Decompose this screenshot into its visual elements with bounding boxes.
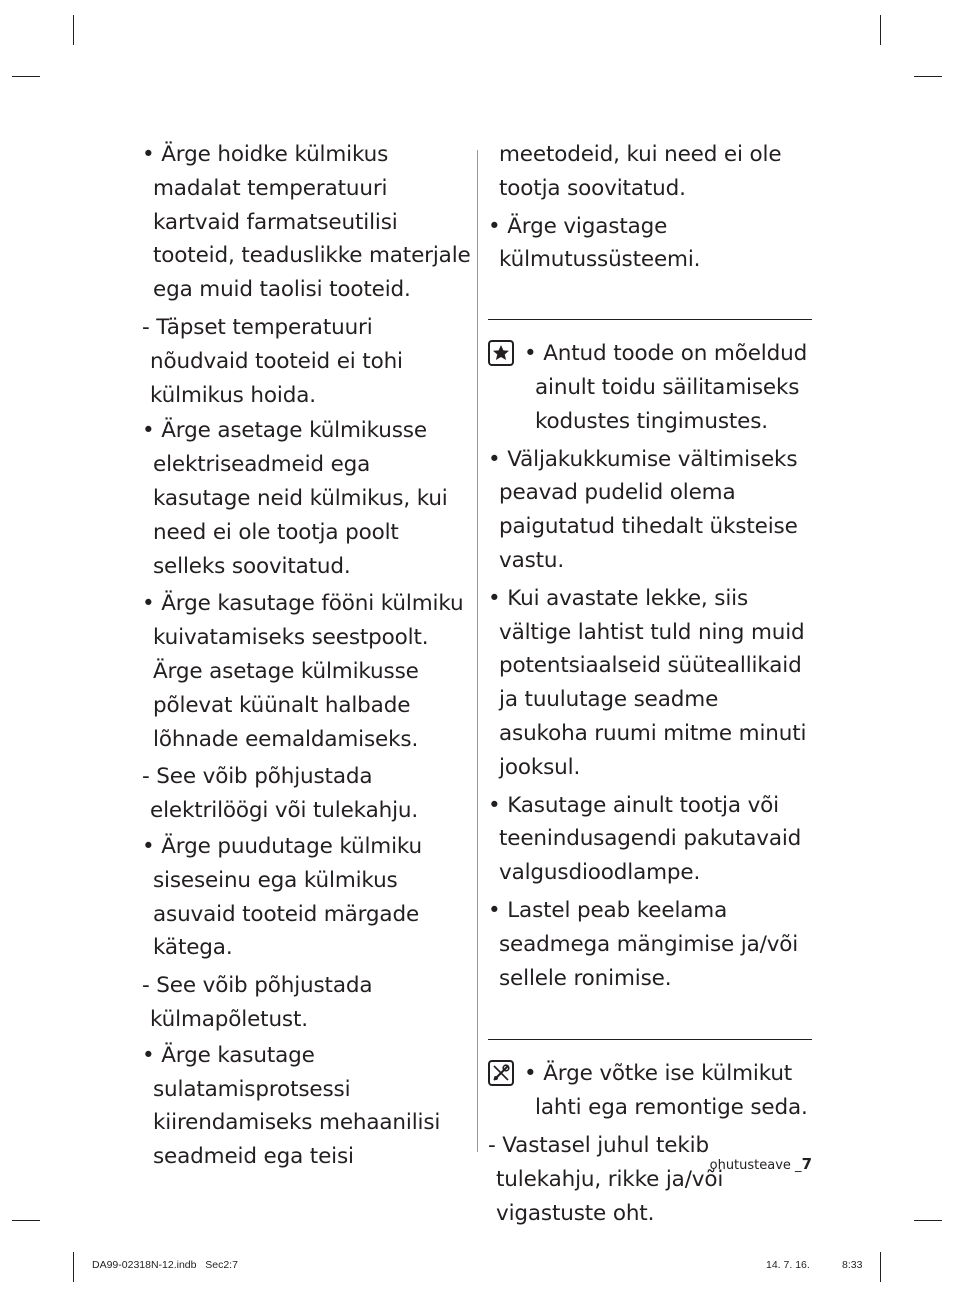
star-icon: [488, 340, 514, 366]
footer-section-label: ohutusteave _: [709, 1158, 802, 1173]
star-section: [488, 337, 812, 442]
bullet-item: • Ärge asetage külmikusse elektriseadmeid ega kasutage neid külmikus, kui need ei ole tootja poolt selleks soovitatud.: [142, 418, 448, 579]
bullet-item: • Antud toode on mõeldud ainult toidu säilitamiseks kodustes tingimustes.: [524, 341, 808, 434]
slug-file: DA99-02318N-12.indb Sec2:7: [92, 1259, 238, 1271]
page-footer: [710, 1155, 812, 1173]
crop-mark-top-right: [880, 15, 881, 45]
bullet-item: • Ärge võtke ise külmikut lahti ega remontige seda.: [524, 1061, 808, 1121]
dash-item: - See võib põhjustada külmapõletust.: [142, 973, 373, 1032]
crop-mark-bottom-right-h: [914, 1220, 942, 1221]
bullet-item: • Ärge hoidke külmikus madalat temperatuuri kartvaid farmatseutilisi tooteid, teaduslikke materjale ega muid taolisi tooteid.: [142, 142, 471, 303]
bullet-item: • Ärge vigastage külmutussüsteemi.: [488, 213, 701, 273]
column-divider: [477, 150, 478, 1152]
crop-mark-top-left: [73, 15, 74, 45]
crop-mark-bottom-left-h: [12, 1220, 40, 1221]
crop-mark-bottom-right: [880, 1252, 881, 1282]
slug-time: 8:33: [842, 1259, 863, 1271]
bullet-item: • Ärge puudutage külmiku siseseinu ega külmikus asuvaid tooteid märgade kätega.: [142, 833, 423, 961]
dash-item: - Vastasel juhul tekib tulekahju, rikke ja/või vigastuste oht.: [488, 1132, 724, 1226]
no-disassembly-icon: [488, 1060, 514, 1086]
bullet-item: • Väljakukkumise vältimiseks peavad pudelid olema paigutatud tihedalt üksteise vastu.: [488, 446, 798, 573]
bullet-item: • Kasutage ainult tootja või teenindusagendi pakutavaid valgusdioodlampe.: [488, 792, 802, 886]
continuation-text: meetodeid, kui need ei ole tootja soovitatud.: [499, 142, 782, 201]
slug-date: 14. 7. 16.: [766, 1259, 810, 1271]
right-column: [488, 138, 812, 1232]
dash-item: - Täpset temperatuuri nõudvaid tooteid ei tohi külmikus hoida.: [142, 314, 403, 408]
crop-mark-top-left-h: [12, 76, 40, 77]
bullet-item: • Ärge kasutage sulatamisprotsessi kiirendamiseks mehaanilisi seadmeid ega teisi: [142, 1042, 441, 1170]
dash-item: - See võib põhjustada elektrilöögi või tulekahju.: [142, 764, 419, 824]
tool-section: [488, 1057, 812, 1129]
crop-mark-top-right-h: [914, 76, 942, 77]
crop-mark-bottom-left: [73, 1252, 74, 1282]
left-column: [142, 138, 472, 1178]
bullet-item: • Lastel peab keelama seadmega mängimise ja/või sellele ronimise.: [488, 897, 799, 991]
bullet-item: • Kui avastate lekke, siis vältige lahtist tuld ning muid potentsiaalseid süüteallikaid ja tuulutage seadme asukoha ruumi mitme minuti jooksul.: [488, 585, 807, 780]
page-number: 7: [801, 1155, 812, 1173]
bullet-item: • Ärge kasutage fööni külmiku kuivatamiseks seestpoolt. Ärge asetage külmikusse põlevat küünalt halbade lõhnade eemaldamiseks.: [142, 591, 464, 752]
